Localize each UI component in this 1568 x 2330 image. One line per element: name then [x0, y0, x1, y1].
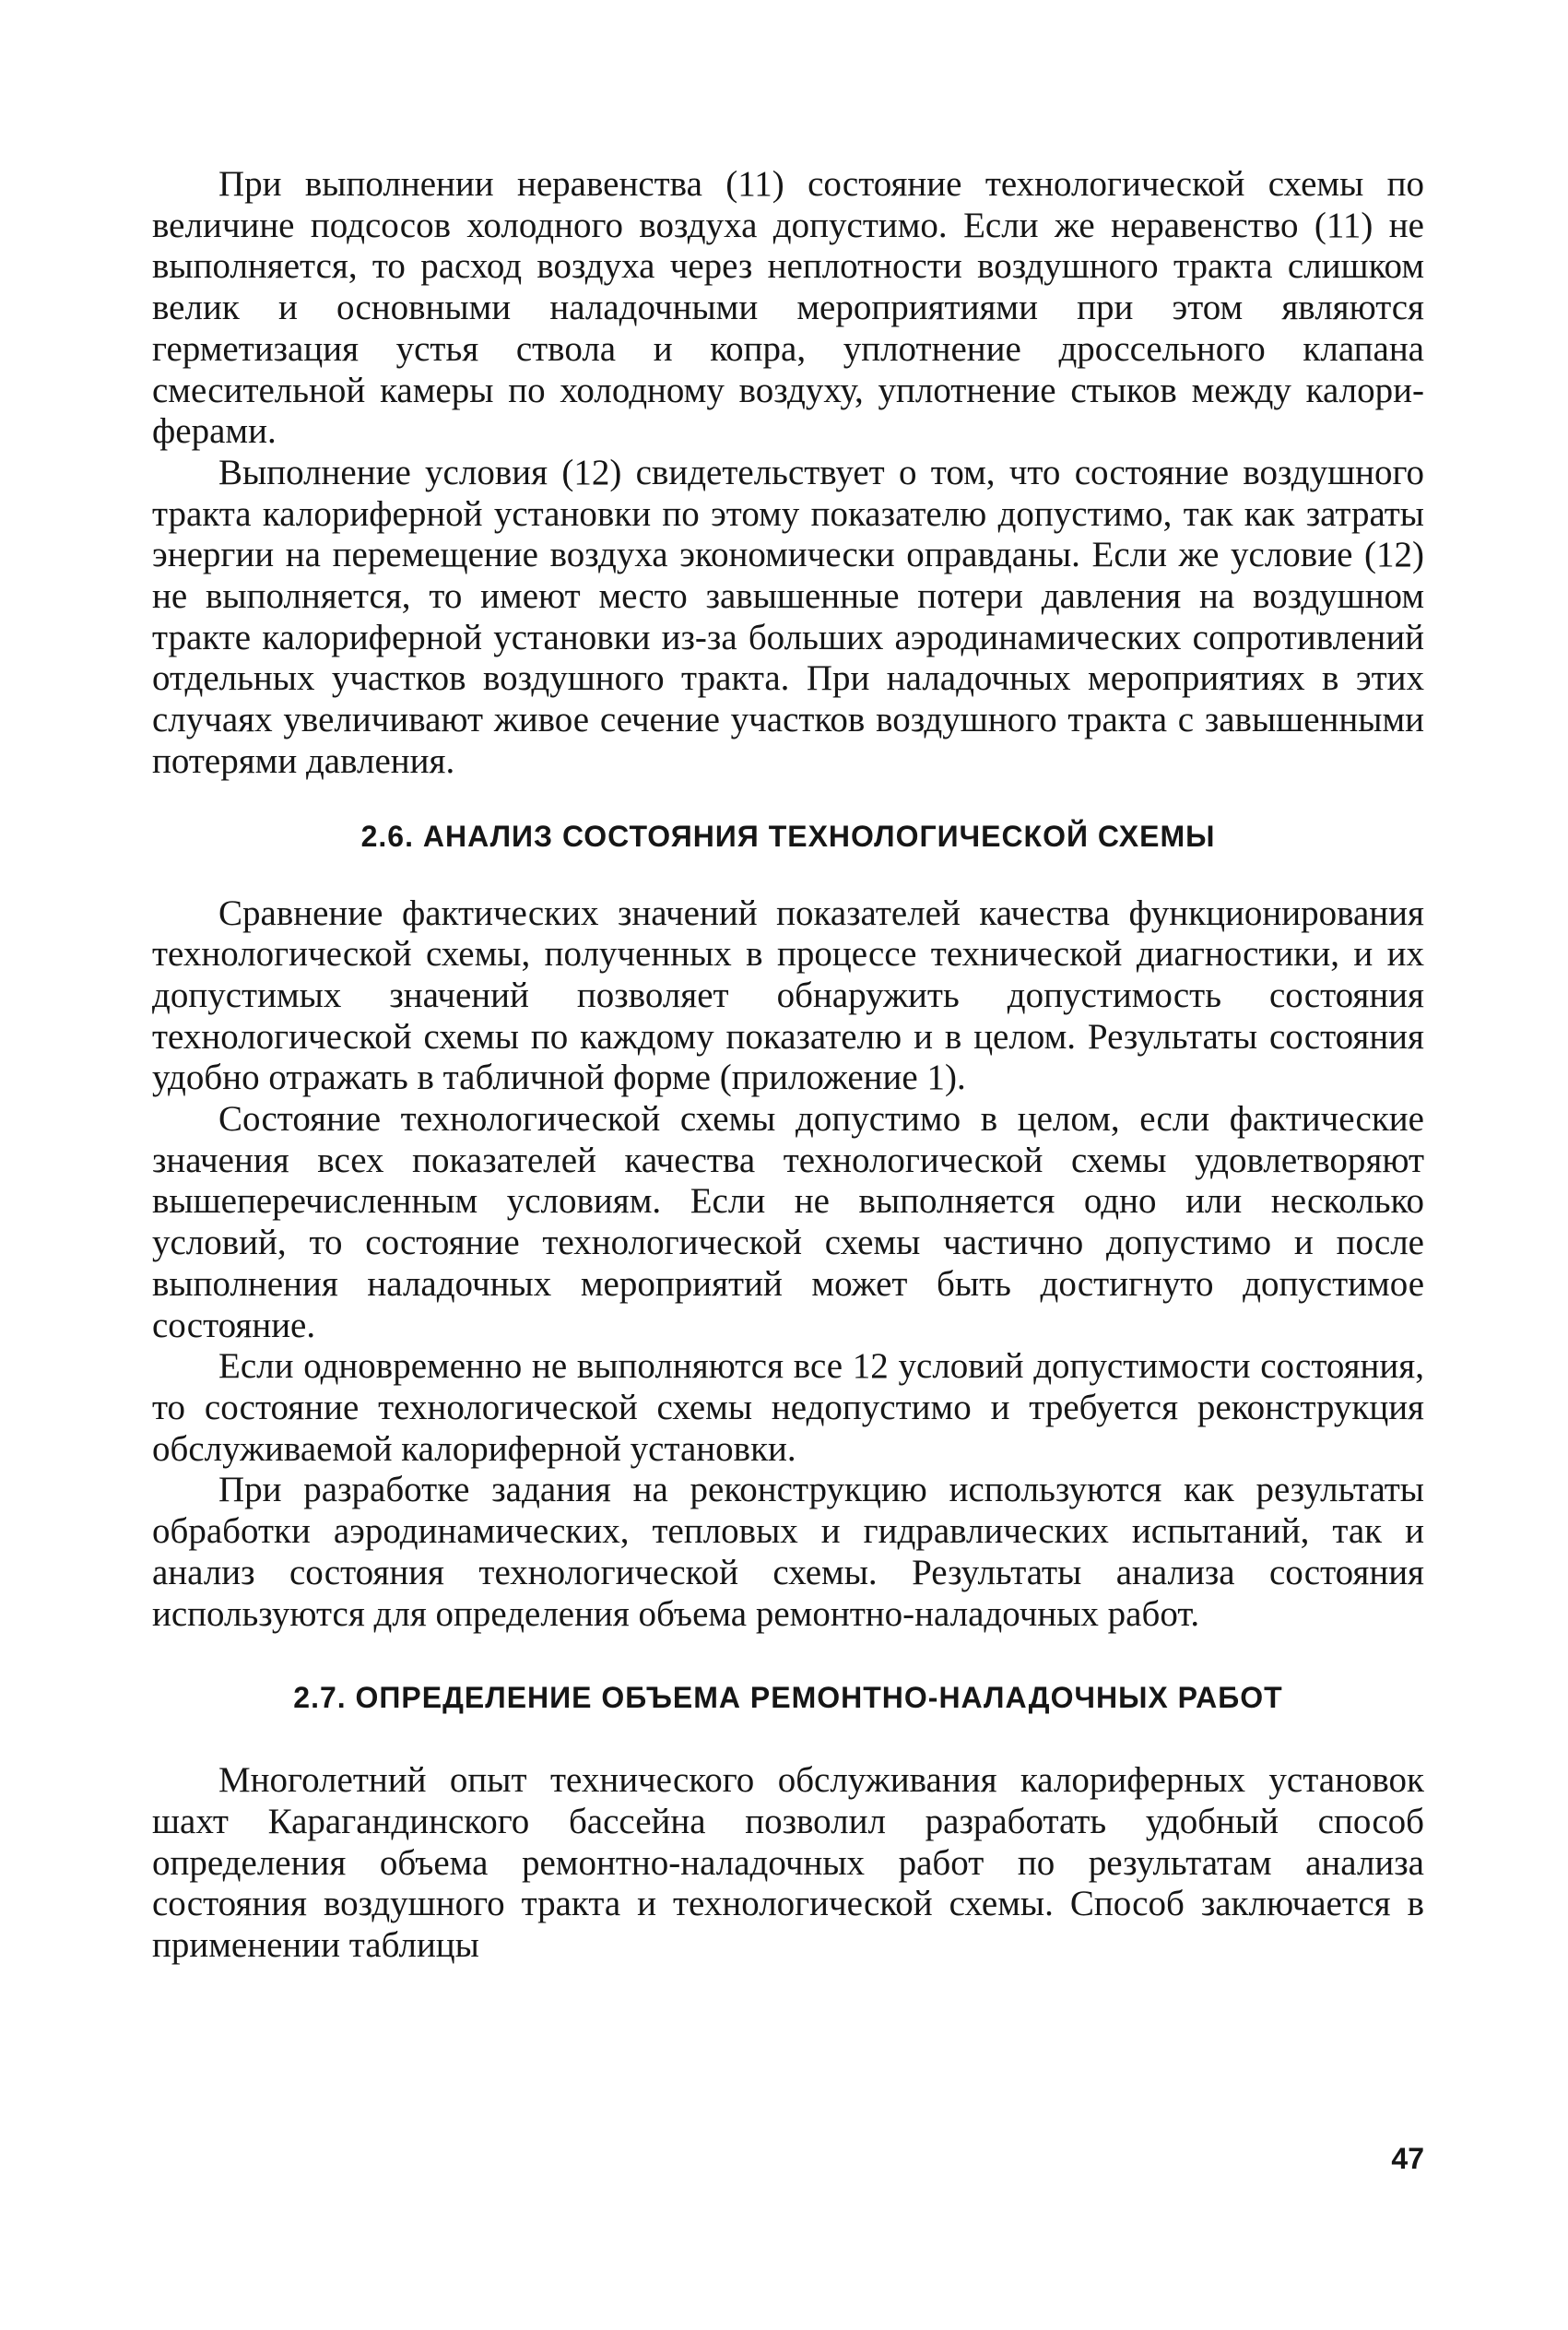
- paragraph-pressure-loss-condition: Выполнение условия (12) свидетельствует о том, что состояние воздушного тракта калориферной установки по этому показателю допустимо, так как затраты энергии на перемещение воздуха экономически оправданы. Если же условие (12) не выполняется, то имеют место завышенные потери давления на воздушном тракте калориферной установки из-за больших аэродинамических сопротивлений отдельных участков воздушного тракта. При наладочных мероприятиях в этих случаях увеличивают живое сечение участков воздушного тракта с завышенными потерями давления.: [152, 452, 1424, 781]
- page-number: 47: [1391, 2142, 1424, 2175]
- paragraph-reconstruction: При разработке задания на реконструкцию используются как результаты обработки аэродинамических, тепловых и гидравлических испытаний, так и анализ состояния технологической схемы. Результаты анализа состояния используются для определения объема ремонтно-наладочных работ.: [152, 1470, 1424, 1634]
- paragraph-admissible-state: Состояние технологической схемы допустимо в целом, если фактические значения всех показателей качества технологической схемы удовлетворяют вышеперечисленным условиям. Если не выполняется одно или несколько условий, то состояние технологической схемы частично допустимо и после выполнения наладочных мероприятий может быть достигнуто допустимое состояние.: [152, 1099, 1424, 1345]
- section-heading-2-7: 2.7. ОПРЕДЕЛЕНИЕ ОБЪЕМА РЕМОНТНО-НАЛАДОЧНЫХ РАБОТ: [293, 1681, 1283, 1715]
- paragraph-comparison: Сравнение фактических значений показателей качества функционирования технологической схемы, полученных в процессе технической диагностики, и их допустимых значений позволяет обнаружить допустимость состояния технологической схемы по каждому показателю и в целом. Результаты состояния удобно отражать в табличной форме (приложение 1).: [152, 893, 1424, 1098]
- paragraph-inadmissible-state: Если одновременно не выполняются все 12 условий допустимости состояния, то состояние технологической схемы недопустимо и требуется реконструкция обслуживаемой калориферной установки.: [152, 1346, 1424, 1469]
- page-body: [152, 164, 1424, 1967]
- section-heading-2-6: 2.6. АНАЛИЗ СОСТОЯНИЯ ТЕХНОЛОГИЧЕСКОЙ СХЕМЫ: [360, 819, 1216, 853]
- paragraph-experience: Многолетний опыт технического обслуживания калориферных установок шахт Карагандинского бассейна позволил разработать удобный способ определения объема ремонтно-наладочных работ по результатам анализа состояния воздушного тракта и технологической схемы. Способ заключается в применении таблицы: [152, 1760, 1424, 1966]
- paragraph-air-leak-condition: При выполнении неравенства (11) состояние технологической схемы по величине подсосов холодного воздуха допустимо. Если же неравенство (11) не выполняется, то расход воздуха через неплотности воздушного тракта слишком велик и основными наладочными мероприятиями при этом являются герметизация устья ствола и копра, уплотнение дроссельного клапана смесительной камеры по холодному воздуху, уплотнение стыков между калориферами.: [152, 164, 1424, 452]
